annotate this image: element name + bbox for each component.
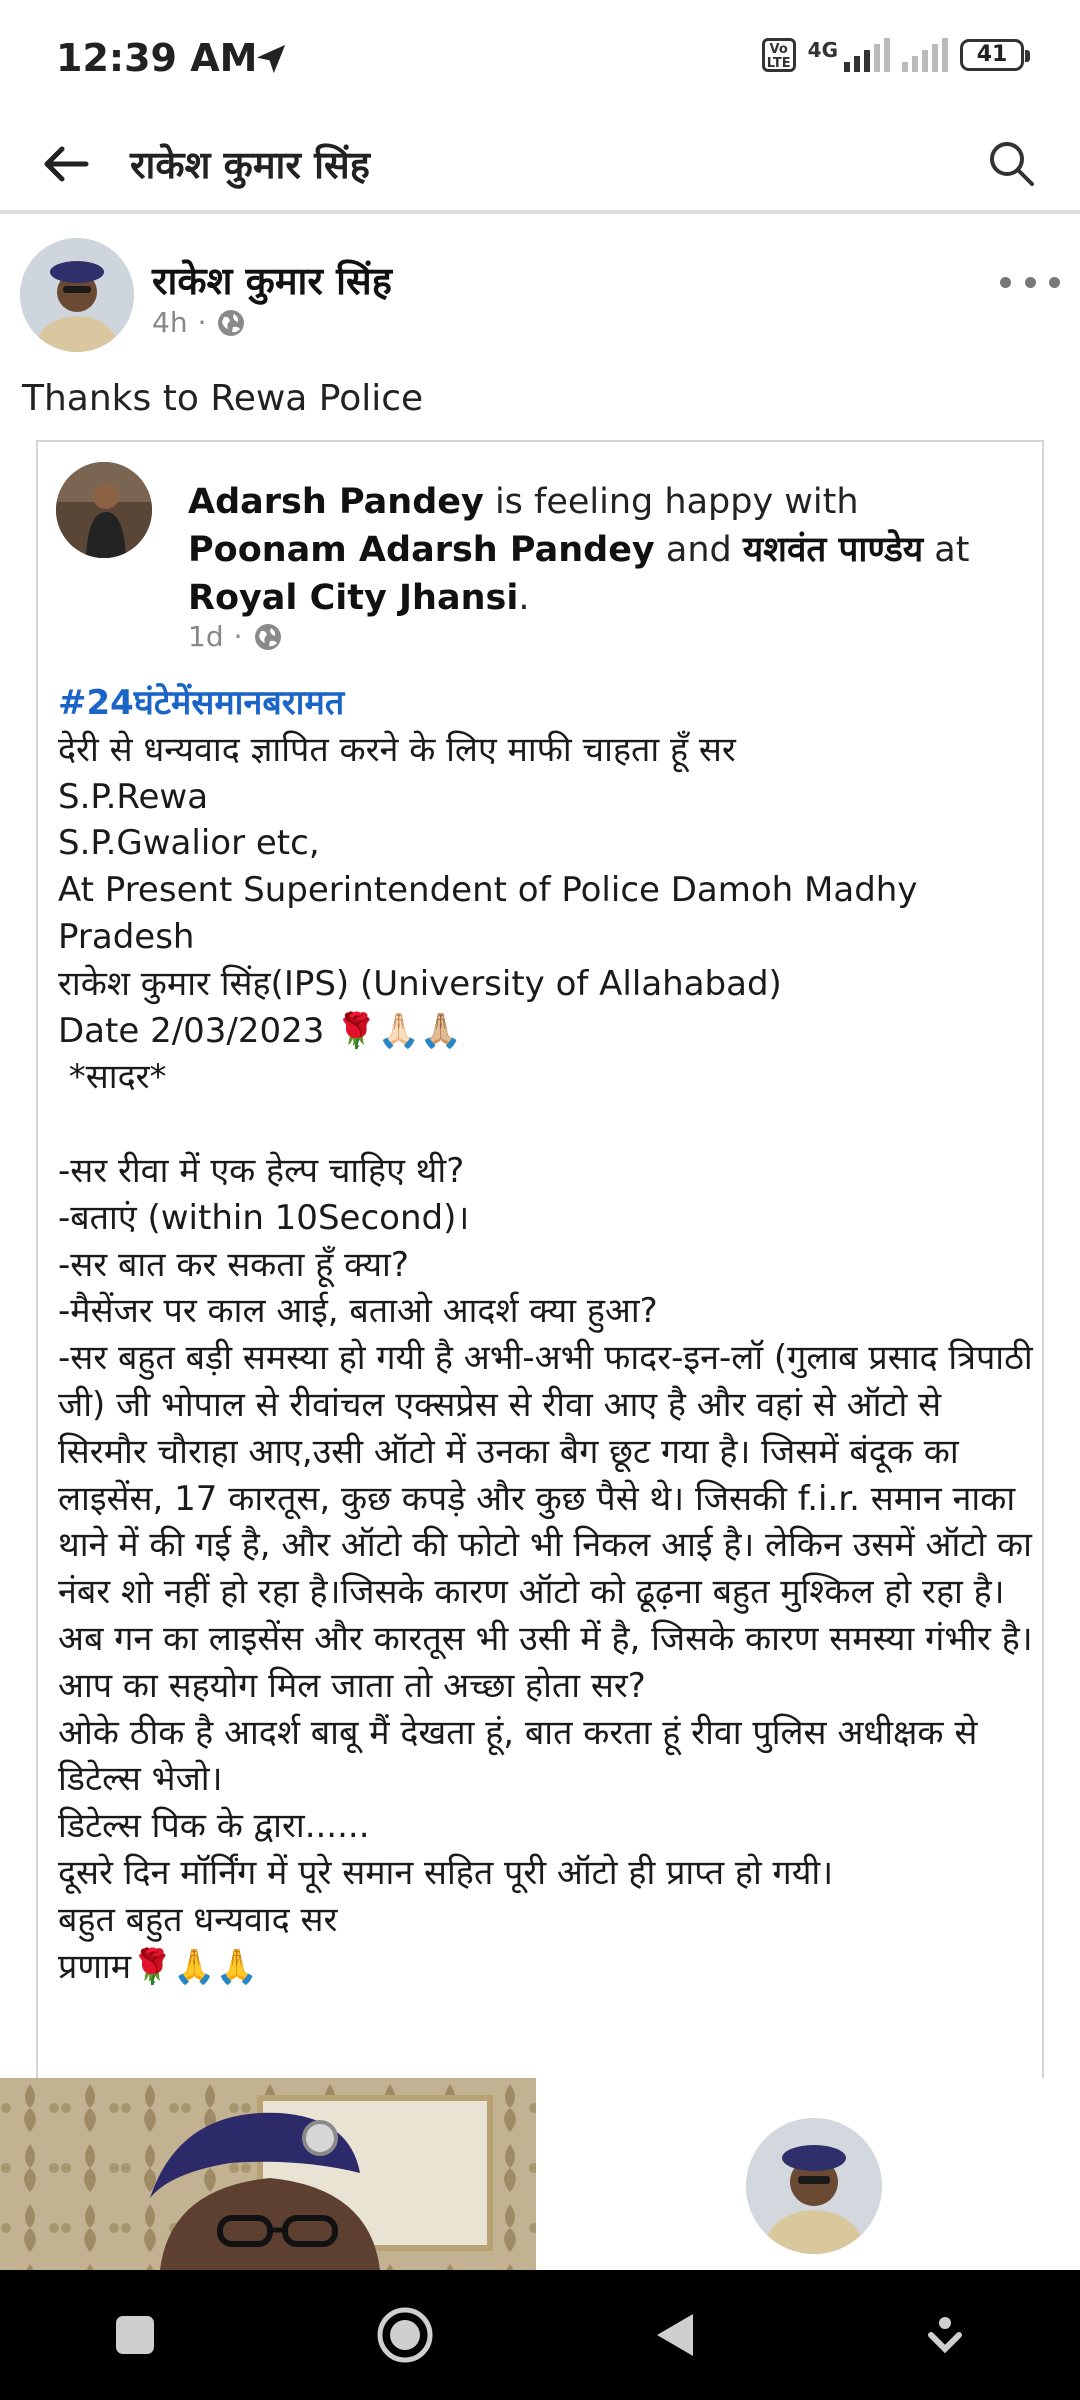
profile-photo xyxy=(746,2118,882,2254)
tagged-person-1[interactable]: Poonam Adarsh Pandey xyxy=(188,530,655,570)
location[interactable]: Royal City Jhansi xyxy=(188,578,519,618)
body-line: *सादर* xyxy=(58,1057,167,1098)
and-text: and xyxy=(654,530,743,570)
system-nav-bar xyxy=(0,2270,1080,2400)
globe-icon xyxy=(253,622,283,652)
search-icon[interactable] xyxy=(980,132,1044,196)
post-author[interactable]: राकेश कुमार सिंह xyxy=(152,259,392,303)
author-avatar[interactable] xyxy=(20,238,134,352)
network-type: 4G xyxy=(807,38,838,62)
shared-author[interactable]: Adarsh Pandey xyxy=(188,482,484,522)
body-line: Date 2/03/2023 🌹🙏🏻🙏🏼 xyxy=(58,1010,463,1051)
back-arrow-icon[interactable] xyxy=(36,134,96,194)
body-line: दूसरे दिन मॉर्निंग में पूरे समान सहित पूरी ऑटो ही प्राप्त हो गयी। xyxy=(58,1852,834,1893)
body-line: S.P.Gwalior etc, xyxy=(58,823,320,864)
signal-strength-2-icon xyxy=(902,38,948,72)
body-line: S.P.Rewa xyxy=(58,776,209,817)
post-time[interactable]: 4h xyxy=(152,306,188,339)
shared-post-time[interactable]: 1d xyxy=(188,620,224,653)
signal-strength-icon xyxy=(844,38,890,72)
body-paragraph: ओके ठीक है आदर्श बाबू मैं देखता हूं, बात करता हूं रीवा पुलिस अधीक्षक से डिटेल्स भेजो। xyxy=(58,1712,978,1800)
post-photo[interactable] xyxy=(0,2078,536,2270)
page-title: राकेश कुमार सिंह xyxy=(130,143,370,187)
more-options-icon[interactable] xyxy=(1000,262,1060,302)
chevron-down-icon xyxy=(927,2315,963,2355)
meta-separator: · xyxy=(233,620,243,653)
post-text: Thanks to Rewa Police xyxy=(22,378,424,419)
recent-apps-button[interactable] xyxy=(95,2295,175,2375)
feeling-text: is feeling happy with xyxy=(483,482,859,522)
shared-author-avatar[interactable] xyxy=(56,462,152,558)
hashtag-link[interactable]: #24घंटेमेंसमानबरामत xyxy=(58,683,345,723)
blank-line xyxy=(58,1101,1033,1148)
body-line: -सर रीवा में एक हेल्प चाहिए थी? xyxy=(58,1150,465,1191)
post-meta xyxy=(152,306,246,339)
volte-icon: Vo LTE xyxy=(762,38,796,72)
body-line: प्रणाम🌹🙏🙏 xyxy=(58,1946,259,1987)
body-line: बहुत बहुत धन्यवाद सर xyxy=(58,1899,338,1940)
body-line: -मैसेंजर पर काल आई, बताओ आदर्श क्या हुआ? xyxy=(58,1291,658,1332)
shared-post[interactable] xyxy=(36,440,1044,2080)
body-line: देरी से धन्यवाद ज्ञापित करने के लिए माफी चाहता हूँ सर xyxy=(58,729,736,770)
shared-post-header xyxy=(188,478,1018,622)
status-bar xyxy=(0,0,1080,120)
home-circle-icon xyxy=(375,2305,435,2365)
top-bar xyxy=(0,120,1080,212)
tagged-person-2[interactable]: यशवंत पाण्डेय xyxy=(742,530,924,570)
shared-post-meta xyxy=(188,620,283,653)
status-icons xyxy=(762,38,1024,72)
body-line: डिटेल्स पिक के द्वारा...... xyxy=(58,1806,370,1847)
globe-icon xyxy=(216,308,246,338)
status-time: 12:39 AM xyxy=(56,36,258,80)
hide-nav-button[interactable] xyxy=(905,2295,985,2375)
battery-indicator: 41 xyxy=(960,39,1024,71)
home-button[interactable] xyxy=(365,2295,445,2375)
divider xyxy=(0,210,1080,214)
body-line: -सर बात कर सकता हूँ क्या? xyxy=(58,1244,409,1285)
send-icon xyxy=(254,42,288,76)
square-icon xyxy=(113,2313,157,2357)
post-photo-secondary[interactable] xyxy=(548,2078,1080,2270)
body-line: -बताएं (within 10Second)। xyxy=(58,1197,470,1238)
period: . xyxy=(518,578,530,618)
at-text: at xyxy=(923,530,970,570)
back-button[interactable] xyxy=(635,2295,715,2375)
body-line: राकेश कुमार सिंह(IPS) (University of Allahabad) xyxy=(58,963,782,1004)
body-paragraph: -सर बहुत बड़ी समस्या हो गयी है अभी-अभी फादर-इन-लॉ (गुलाब प्रसाद त्रिपाठी जी) जी भोपाल से रीवांचल एक्सप्रेस से रीवा आए है और वहां से ऑटो से सिरमौर चौराहा आए,उसी ऑटो में उनका बैग छूट गया है। जिसमें बंदूक का लाइसेंस, 17 कारतूस, कुछ कपड़े और कुछ पैसे थे। जिसकी f.i.r. समान नाका थाने में की गई है, और ऑटो की फोटो भी निकल आई है। लेकिन उसमें ऑटो का नंबर शो नहीं हो रहा है।जिसके कारण ऑटो को ढूढ़ना बहुत मुश्किल हो रहा है।अब गन का लाइसेंस और कारतूस भी उसी में है, जिसके कारण समस्या गंभीर है।आप का सहयोग मिल जाता तो अच्छा होता सर? xyxy=(58,1338,1033,1706)
body-line: At Present Superintendent of Police Damoh Madhy Pradesh xyxy=(58,870,918,957)
triangle-back-icon xyxy=(651,2310,699,2360)
meta-separator: · xyxy=(197,306,207,339)
shared-post-body xyxy=(58,680,1033,1990)
